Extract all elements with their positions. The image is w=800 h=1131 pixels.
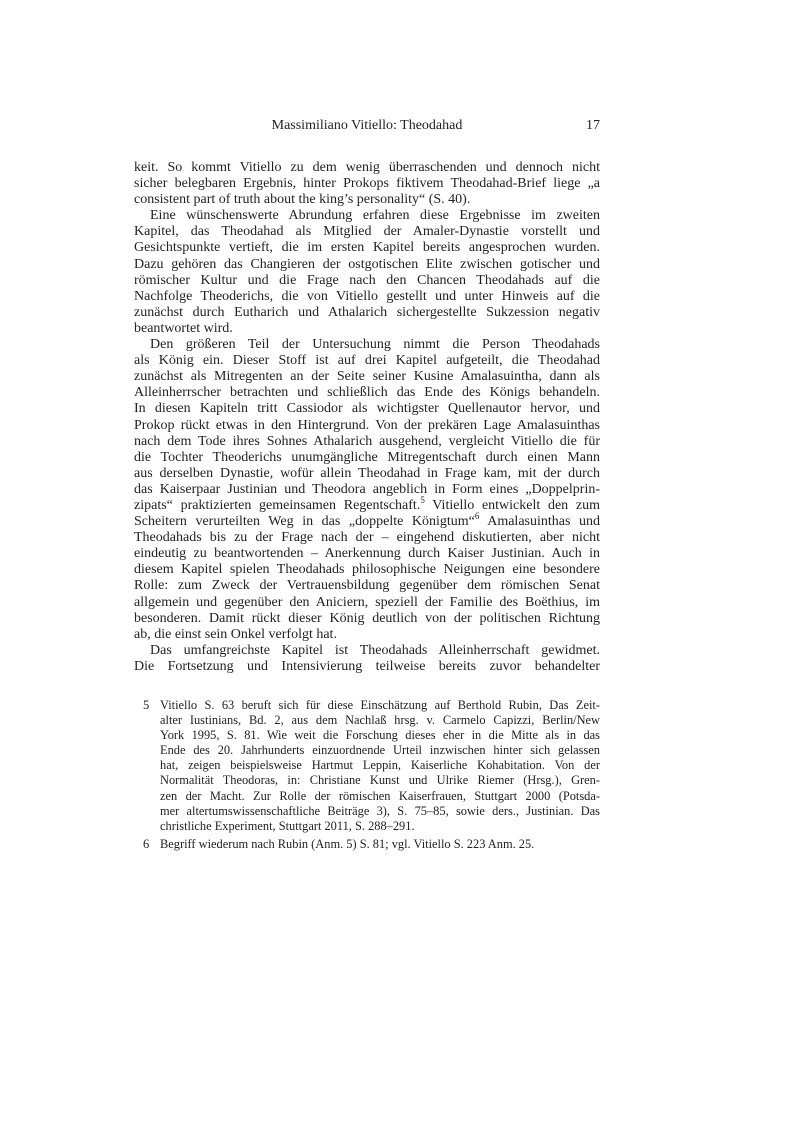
text-line: ab, die einst sein Onkel verfolgt hat. <box>134 626 337 642</box>
running-title: Massimiliano Vitiello: Theodahad <box>271 118 463 133</box>
footnote-line: hat, zeigen beispielsweise Hartmut Leppin, Kaiserliche Kohabitation. Von der <box>160 758 600 773</box>
footnote-line: christliche Experiment, Stuttgart 2011, S. 288–291. <box>160 818 415 833</box>
paragraph <box>134 643 600 675</box>
text-line: beantwortet wird. <box>134 320 233 336</box>
line-text: Vitiello entwickelt den zum <box>424 497 601 513</box>
text-line: aus derselben Dynastie, wofür allein Theodahad in Frage kam, mit der durch <box>134 465 600 481</box>
text-line: diesem Kapitel spielen Theodahads philosophische Neigungen eine besondere <box>134 562 600 578</box>
footnote-number: 5 <box>143 698 150 712</box>
text-line: nach dem Tode ihres Sohnes Athalarich ausgehend, vergleicht Vitiello die für <box>134 433 600 449</box>
line-text: Scheitern verurteilten Weg in das „doppelte Königtum“ <box>134 514 475 530</box>
text-line: Alleinherrscher betrachten und schließlich das Ende des Königs behandeln. <box>134 385 600 401</box>
footnotes <box>134 698 600 855</box>
footnote-line: zen der Macht. Zur Rolle der römischen Kaiserfrauen, Stuttgart 2000 (Potsda- <box>160 788 600 803</box>
text-line: Theodahads bis zu der Frage nach der – eingehend diskutierten, aber nicht <box>134 530 600 546</box>
text-line: Gesichtspunkte vertieft, die im ersten Kapitel bereits angesprochen wurden. <box>134 240 600 256</box>
footnote-line: mer altertumswissenschaftliche Beiträge 3), S. 75–85, sowie ders., Justinian. Das <box>160 803 600 818</box>
text-line: In diesen Kapiteln tritt Cassiodor als wichtigster Quellenautor hervor, und <box>134 401 600 417</box>
paragraph <box>134 160 600 208</box>
footnote-line: Vitiello S. 63 beruft sich für diese Einschätzung auf Berthold Rubin, Das Zeit- <box>160 698 600 712</box>
text-line: Nachfolge Theoderichs, die von Vitiello gestellt und unter Hinweis auf die <box>134 288 600 304</box>
text-line: allgemein und gegenüber den Aniciern, speziell der Familie des Boëthius, im <box>134 594 600 610</box>
text-line: Dazu gehören das Changieren der ostgotischen Elite zwischen gotischer und <box>134 256 600 272</box>
text-line: besonderen. Damit rückt dieser König deutlich von der politischen Richtung <box>134 610 600 626</box>
footnote-number: 6 <box>143 836 150 851</box>
text-line: sicher belegbaren Ergebnis, hinter Prokops fiktivem Theodahad-Brief liege „a <box>134 176 600 192</box>
running-header <box>134 118 600 136</box>
line-text: zipats“ praktizierten gemeinsamen Regentschaft. <box>134 497 421 513</box>
text-line: keit. So kommt Vitiello zu dem wenig überraschenden und dennoch nicht <box>134 160 600 175</box>
text-line: Rolle: zum Zweck der Vertrauensbildung gegenüber dem römischen Senat <box>134 578 600 594</box>
footnote-line: Begriff wiederum nach Rubin (Anm. 5) S. 81; vgl. Vitiello S. 223 Anm. 25. <box>160 836 535 851</box>
line-text: Amalasuinthas und <box>479 514 601 530</box>
text-line <box>134 511 601 530</box>
footnote-line: Ende des 20. Jahrhunderts einzuordnende Urteil inzwischen hinter sich gelassen <box>160 743 600 758</box>
footnote-line: alter Iustinians, Bd. 2, aus dem Nachlaß hrsg. v. Carmelo Capizzi, Berlin/New <box>160 713 600 728</box>
text-line: zunächst als Mitregenten an der Seite seiner Kusine Amalasuintha, dann als <box>134 369 600 385</box>
footnote-line: Normalität Theodoras, in: Christiane Kunst und Ulrike Riemer (Hrsg.), Gren- <box>160 773 600 788</box>
text-line: consistent part of truth about the king’s personality“ (S. 40). <box>134 192 471 208</box>
text-line: Den größeren Teil der Untersuchung nimmt die Person Theodahads <box>150 337 600 353</box>
text-line: Das umfangreichste Kapitel ist Theodahads Alleinherrschaft gewidmet. <box>150 642 600 658</box>
footnote-line: York 1995, S. 81. Wie weit die Forschung dieses eher in die Mitte als in das <box>160 728 600 743</box>
footnote <box>134 698 600 834</box>
text-line: Kapitel, das Theodahad als Mitglied der Amaler-Dynastie vorstellt und <box>134 224 600 240</box>
text-line: römischer Kultur und die Frage nach den Chancen Theodahads auf die <box>134 272 600 288</box>
paragraph <box>134 337 600 643</box>
body-text <box>134 160 600 675</box>
page-number: 17 <box>586 118 600 133</box>
footnote <box>134 837 600 852</box>
text-line: als König ein. Dieser Stoff ist auf drei Kapitel aufgeteilt, die Theodahad <box>134 353 600 369</box>
text-line: eindeutig zu beantwortenden – Anerkennung durch Kaiser Justinian. Auch in <box>134 546 600 562</box>
text-line: zunächst durch Eutharich und Athalarich sichergestellte Sukzession negativ <box>134 304 600 320</box>
text-line: das Kaiserpaar Justinian und Theodora angeblich in Form eines „Doppelprin- <box>134 481 600 497</box>
text-line: Die Fortsetzung und Intensivierung teilweise bereits zuvor behandelter <box>134 658 600 674</box>
text-line: die Tochter Theoderichs unumgängliche Mitregentschaft durch einen Mann <box>134 449 600 465</box>
footnote-ref: 6 <box>474 511 480 522</box>
paragraph <box>134 208 600 337</box>
text-line: Prokop rückt etwas in den Hintergrund. Von der prekären Lage Amalasuinthas <box>134 417 600 433</box>
text-line <box>134 494 601 514</box>
footnote-ref: 5 <box>420 494 425 505</box>
text-line: Eine wünschenswerte Abrundung erfahren diese Ergebnisse im zweiten <box>150 208 600 224</box>
